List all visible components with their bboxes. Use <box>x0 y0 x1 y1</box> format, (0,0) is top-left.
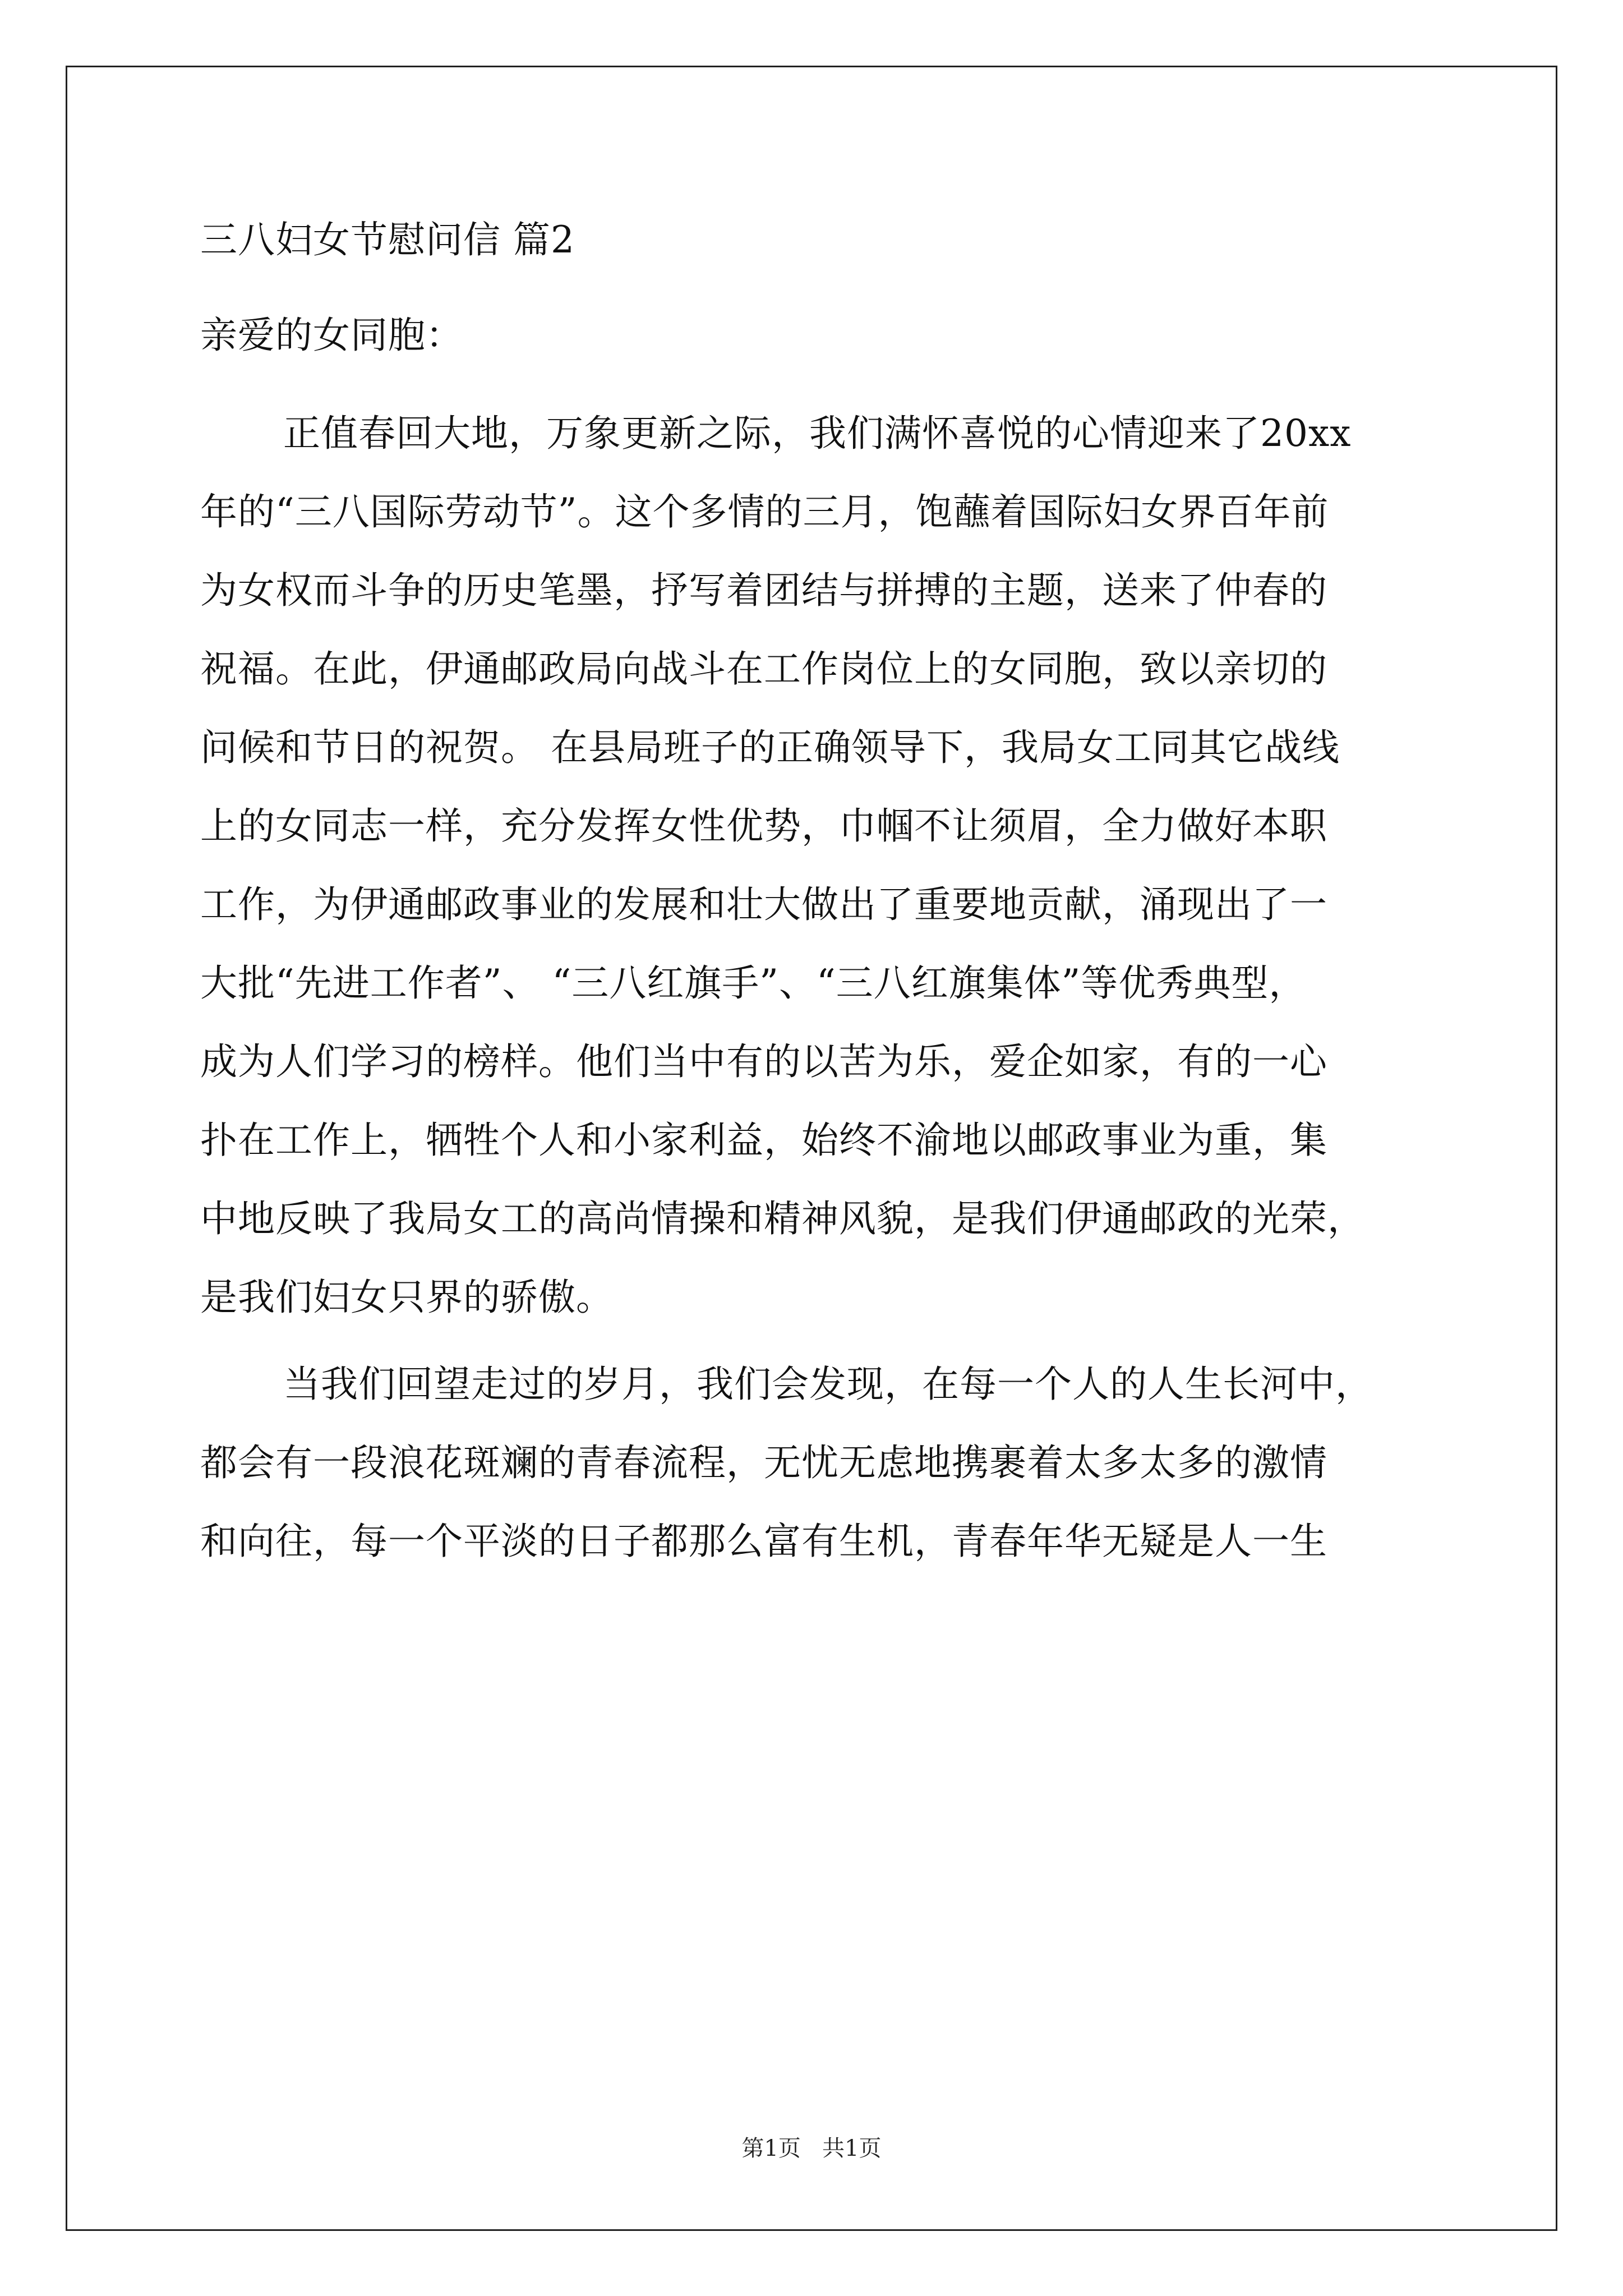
paragraph-line: 中地反映了我局女工的高尚情操和精神风貌，是我们伊通邮政的光荣， <box>200 1197 1365 1240</box>
paragraph-line: 和向往，每一个平淡的日子都那么富有生机，青春年华无疑是人一生 <box>200 1520 1327 1563</box>
paragraph-line: 祝福。在此，伊通邮政局向战斗在工作岗位上的女同胞，致以亲切的 <box>200 647 1327 691</box>
paragraph-line: 正值春回大地，万象更新之际，我们满怀喜悦的心情迎来了20xx <box>283 412 1352 455</box>
paragraph-line: 为女权而斗争的历史笔墨，抒写着团结与拼搏的主题，送来了仲春的 <box>200 569 1327 612</box>
paragraph-line: 成为人们学习的榜样。他们当中有的以苦为乐，爱企如家，有的一心 <box>200 1040 1327 1083</box>
page-footer: 第1页 共1页 <box>741 2136 882 2161</box>
paragraph-line: 问候和节日的祝贺。 在县局班子的正确领导下，我局女工同其它战线 <box>200 726 1340 769</box>
paragraph-line: 工作，为伊通邮政事业的发展和壮大做出了重要地贡献，涌现出了一 <box>200 883 1327 926</box>
paragraph-line: 是我们妇女只界的骄傲。 <box>200 1276 614 1319</box>
paragraph-line: 上的女同志一样，充分发挥女性优势，巾帼不让须眉，全力做好本职 <box>200 804 1327 848</box>
paragraph-line: 扑在工作上，牺牲个人和小家利益，始终不渝地以邮政事业为重，集 <box>200 1119 1327 1162</box>
paragraph-line: 当我们回望走过的岁月，我们会发现，在每一个人的人生长河中， <box>283 1363 1373 1406</box>
document-title: 三八妇女节慰问信 篇2 <box>200 218 575 261</box>
salutation: 亲爱的女同胞： <box>200 314 463 357</box>
paragraph-line: 大批“先进工作者”、 “三八红旗手”、“三八红旗集体”等优秀典型， <box>200 961 1307 1005</box>
paragraph-line: 年的“三八国际劳动节”。这个多情的三月，饱蘸着国际妇女界百年前 <box>200 490 1329 533</box>
paragraph-line: 都会有一段浪花斑斓的青春流程，无忧无虑地携裹着太多太多的激情 <box>200 1441 1327 1484</box>
